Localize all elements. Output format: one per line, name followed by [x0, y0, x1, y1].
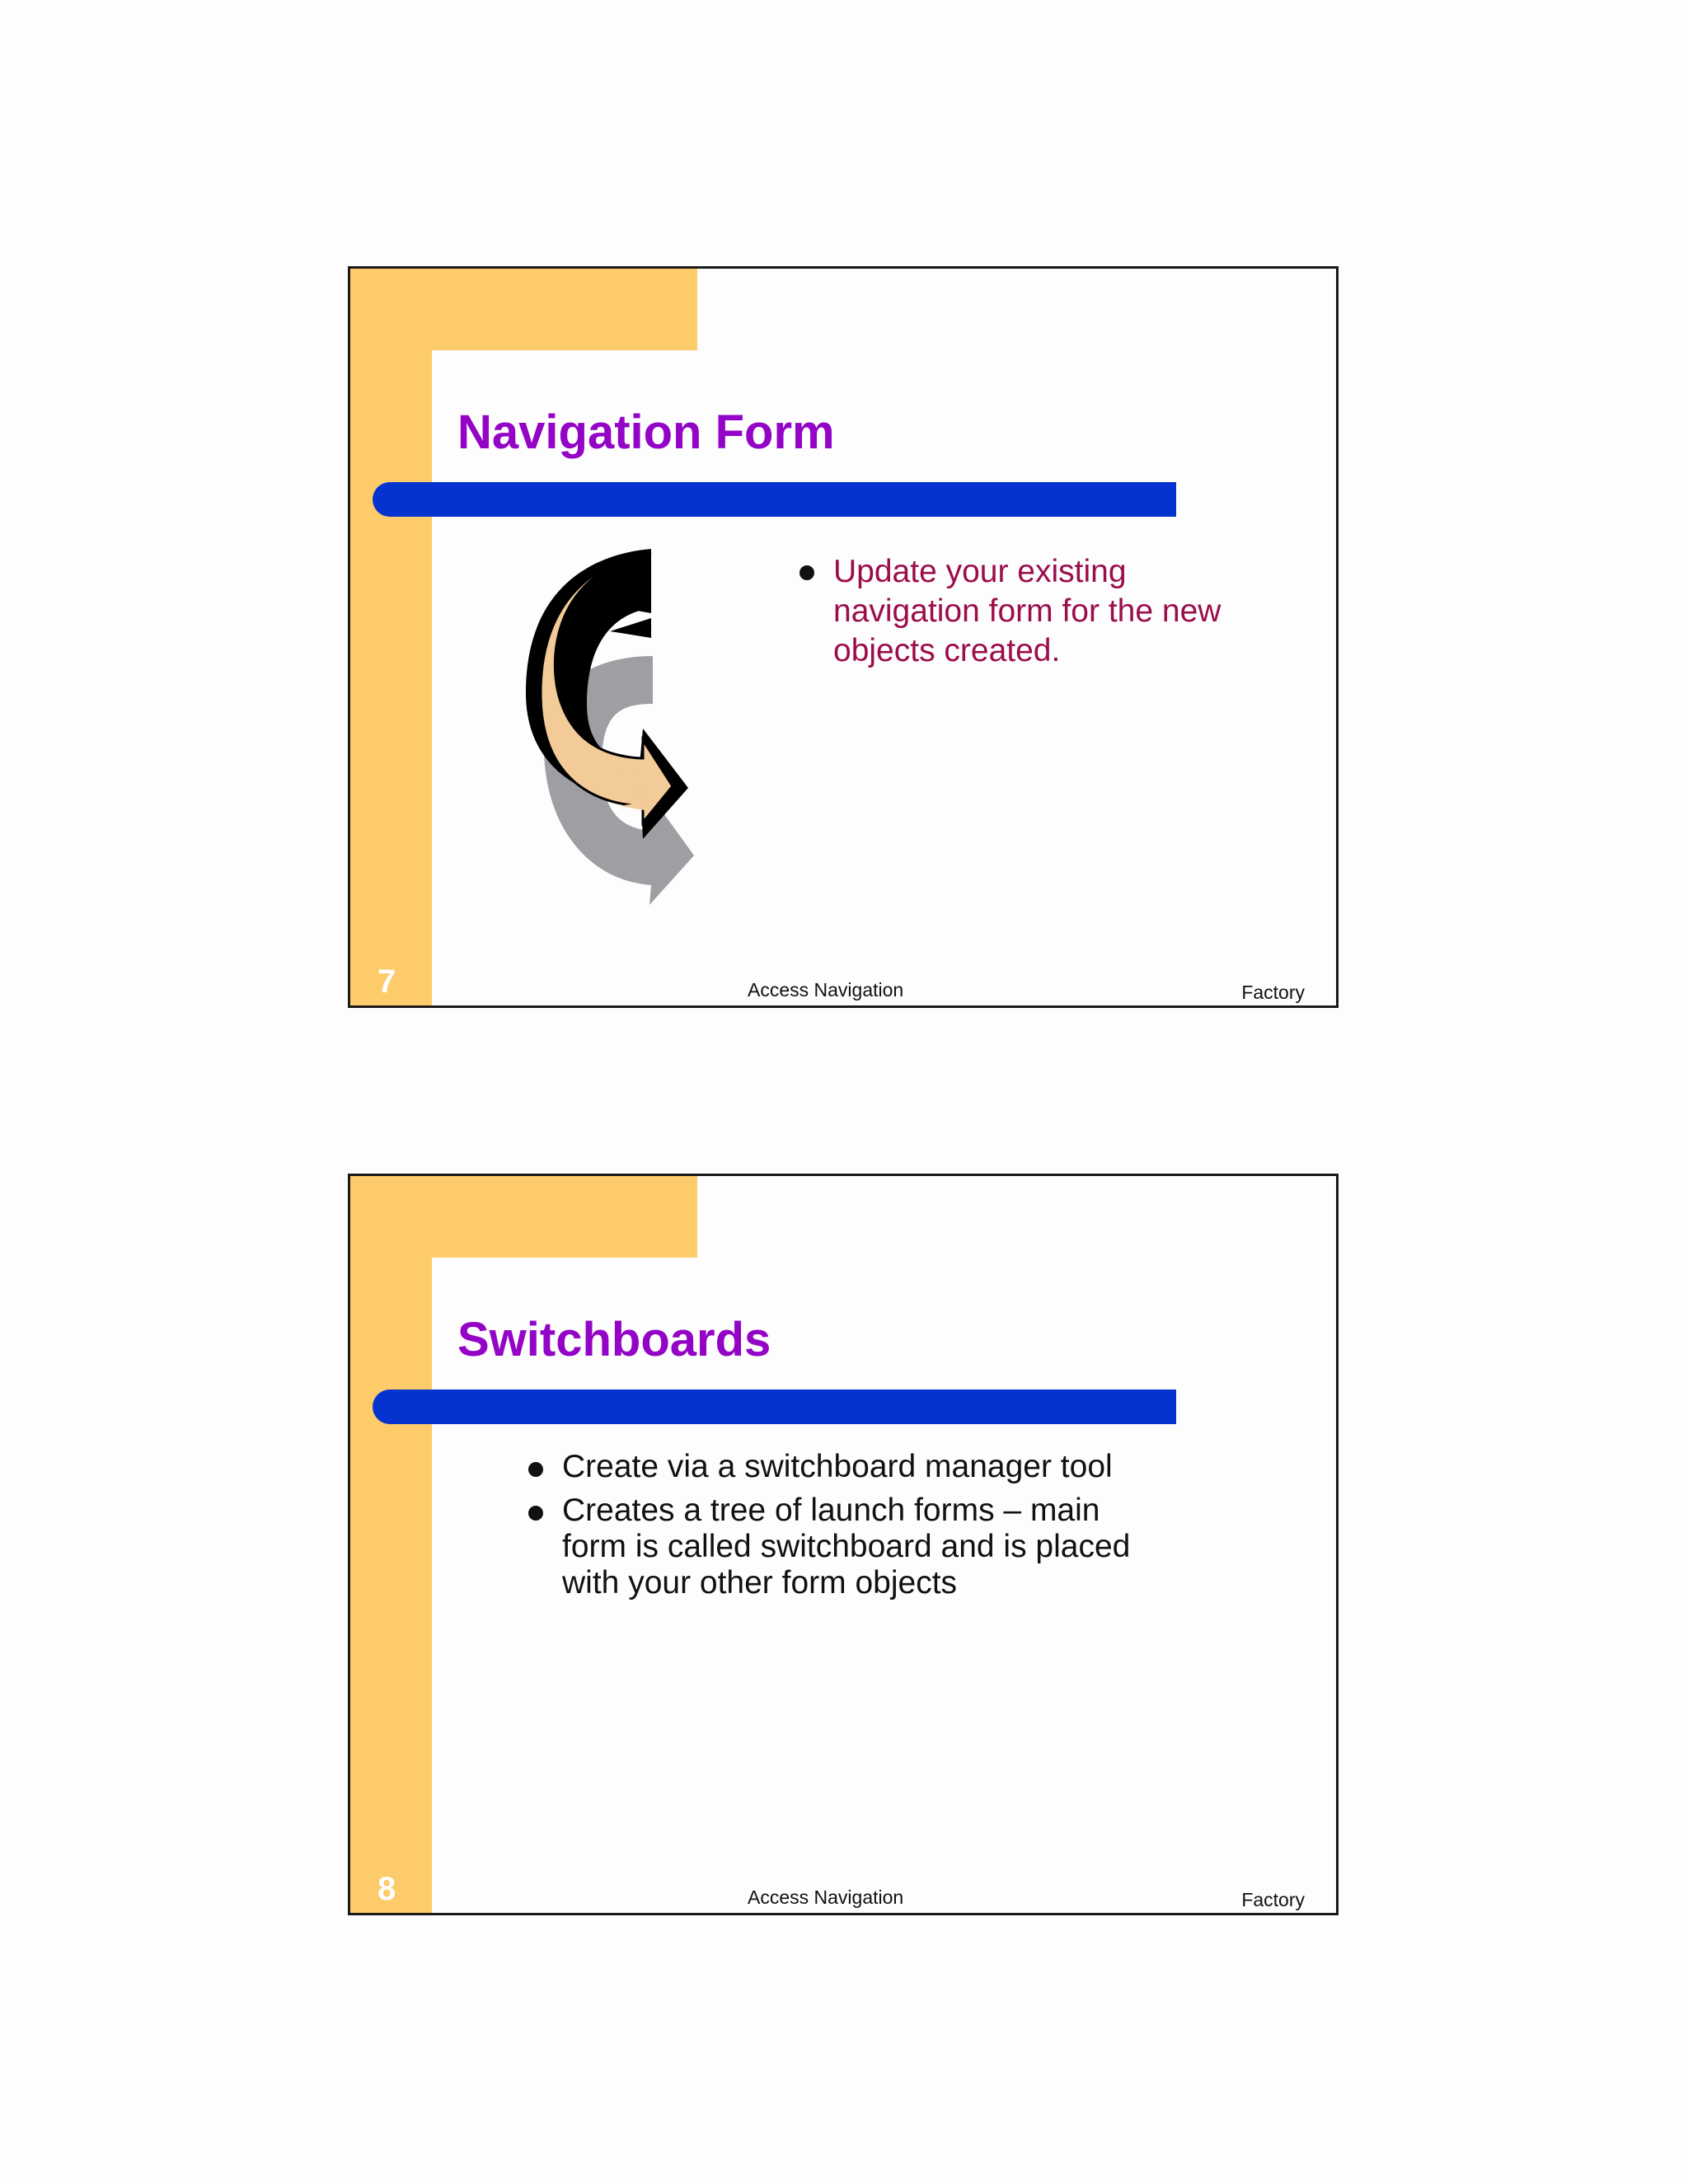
bullet-item: Create via a switchboard manager tool: [525, 1449, 1151, 1485]
footer-right-label: Factory: [1241, 1889, 1305, 1910]
footer-right-label: Factory: [1241, 982, 1305, 1003]
footer-title: Access Navigation: [748, 979, 904, 1001]
bullet-item: Update your existing navigation form for the new objects created.: [796, 552, 1225, 671]
slide-title: Switchboards: [457, 1313, 771, 1366]
curved-arrow-icon: [519, 549, 705, 932]
accent-band-horizontal: [350, 1176, 697, 1258]
slide-title: Navigation Form: [457, 405, 835, 459]
footer-title: Access Navigation: [748, 1886, 904, 1908]
slide-number: 8: [377, 1871, 396, 1907]
slide-number: 7: [377, 963, 396, 1000]
bullet-list: [525, 1449, 1151, 1609]
slide-8: [348, 1174, 1339, 1915]
accent-band-vertical: [350, 1176, 432, 1913]
bullet-list: [796, 552, 1225, 671]
title-underline-bar: [373, 1390, 1176, 1424]
bullet-item: Creates a tree of launch forms – main form is called switchboard and is placed with your other form objects: [525, 1493, 1151, 1601]
slide-7: [348, 266, 1339, 1008]
title-underline-bar: [373, 482, 1176, 517]
accent-band-horizontal: [350, 269, 697, 350]
accent-band-vertical: [350, 269, 432, 1005]
